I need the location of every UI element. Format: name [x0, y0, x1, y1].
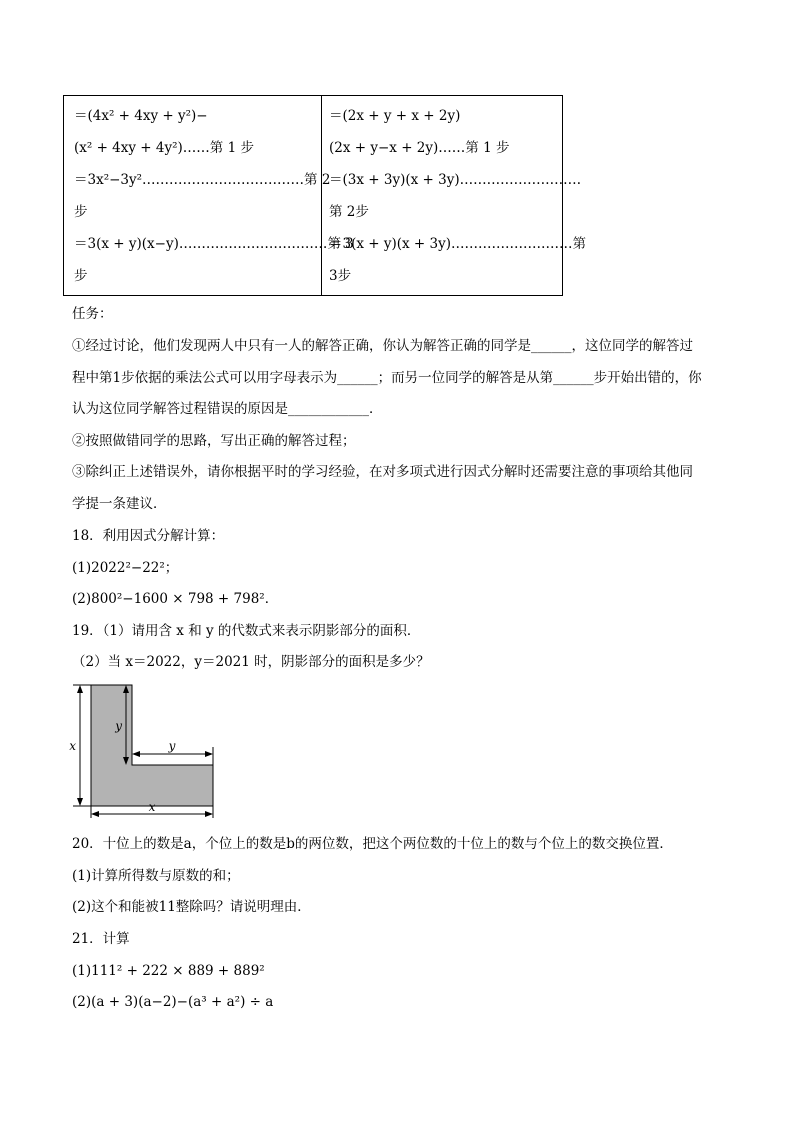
question-19-part-2: （2）当 x＝2022，y＝2021 时，阴影部分的面积是多少？ — [72, 654, 430, 670]
label-y-mid: y — [168, 739, 176, 753]
l-shape-figure — [68, 680, 228, 820]
solution-table — [63, 95, 587, 296]
task-item-1-line-3: 认为这位同学解答过程错误的原因是____________． — [72, 401, 383, 417]
task-item-1-line-1: ①经过讨论，他们发现两人中只有一人的解答正确，你认为解答正确的同学是______，这位同学的解答过 — [72, 338, 693, 354]
left-step-line: ＝3x²−3y²………………………………第 2 — [74, 172, 331, 188]
question-21-title: 21．计算 — [72, 931, 130, 947]
question-20-title: 20．十位上的数是a，个位上的数是b的两位数，把这个两位数的十位上的数与个位上的数交换位置． — [72, 836, 673, 852]
left-step-line: 步 — [74, 204, 88, 220]
right-step-line: (2x + y−x + 2y)……第 1 步 — [329, 140, 510, 156]
task-heading: 任务： — [72, 306, 113, 322]
right-step-line: 第 2步 — [329, 204, 369, 220]
label-x-bottom: x — [148, 800, 156, 814]
right-step-line: ＝(2x + y + x + 2y) — [329, 108, 461, 124]
left-step-line: (x² + 4xy + 4y²)……第 1 步 — [74, 140, 254, 156]
question-19-part-1: 19．（1）请用含 x 和 y 的代数式来表示阴影部分的面积． — [72, 623, 421, 639]
table-divider — [321, 96, 322, 295]
task-item-1-line-2: 程中第1步依据的乘法公式可以用字母表示为______；而另一位同学的解答是从第______步开始出错的，你 — [72, 370, 702, 386]
label-y-top: y — [115, 719, 122, 733]
question-20-part-2: (2)这个和能被11整除吗？请说明理由． — [72, 899, 311, 915]
left-step-line: ＝3(x + y)(x−y)……………………………第 3 — [74, 236, 354, 252]
right-step-line: 3步 — [329, 268, 352, 284]
question-21-part-1: (1)111² + 222 × 889 + 889² — [72, 963, 265, 979]
right-step-line: ＝3(x + y)(x + 3y)………………………第 — [329, 236, 587, 252]
label-x-left: x — [69, 739, 76, 753]
question-18-part-1: (1)2022²−22²； — [72, 560, 179, 576]
question-20-part-1: (1)计算所得数与原数的和； — [72, 868, 240, 884]
left-step-line: ＝(4x² + 4xy + y²)− — [74, 108, 208, 124]
shaded-l-shape — [91, 685, 213, 806]
left-step-line: 步 — [74, 268, 88, 284]
question-18-title: 18．利用因式分解计算： — [72, 528, 225, 544]
question-21-part-2: (2)(a + 3)(a−2)−(a³ + a²) ÷ a — [72, 994, 274, 1010]
task-item-2: ②按照做错同学的思路，写出正确的解答过程； — [72, 433, 356, 449]
right-step-line: ＝(3x + 3y)(x + 3y)……………………… — [329, 172, 582, 188]
task-item-3-line-1: ③除纠正上述错误外，请你根据平时的学习经验，在对多项式进行因式分解时还需要注意的事项给其他同 — [72, 464, 693, 480]
question-18-part-2: (2)800²−1600 × 798 + 798²． — [72, 591, 279, 607]
task-item-3-line-2: 学提一条建议． — [72, 496, 167, 512]
